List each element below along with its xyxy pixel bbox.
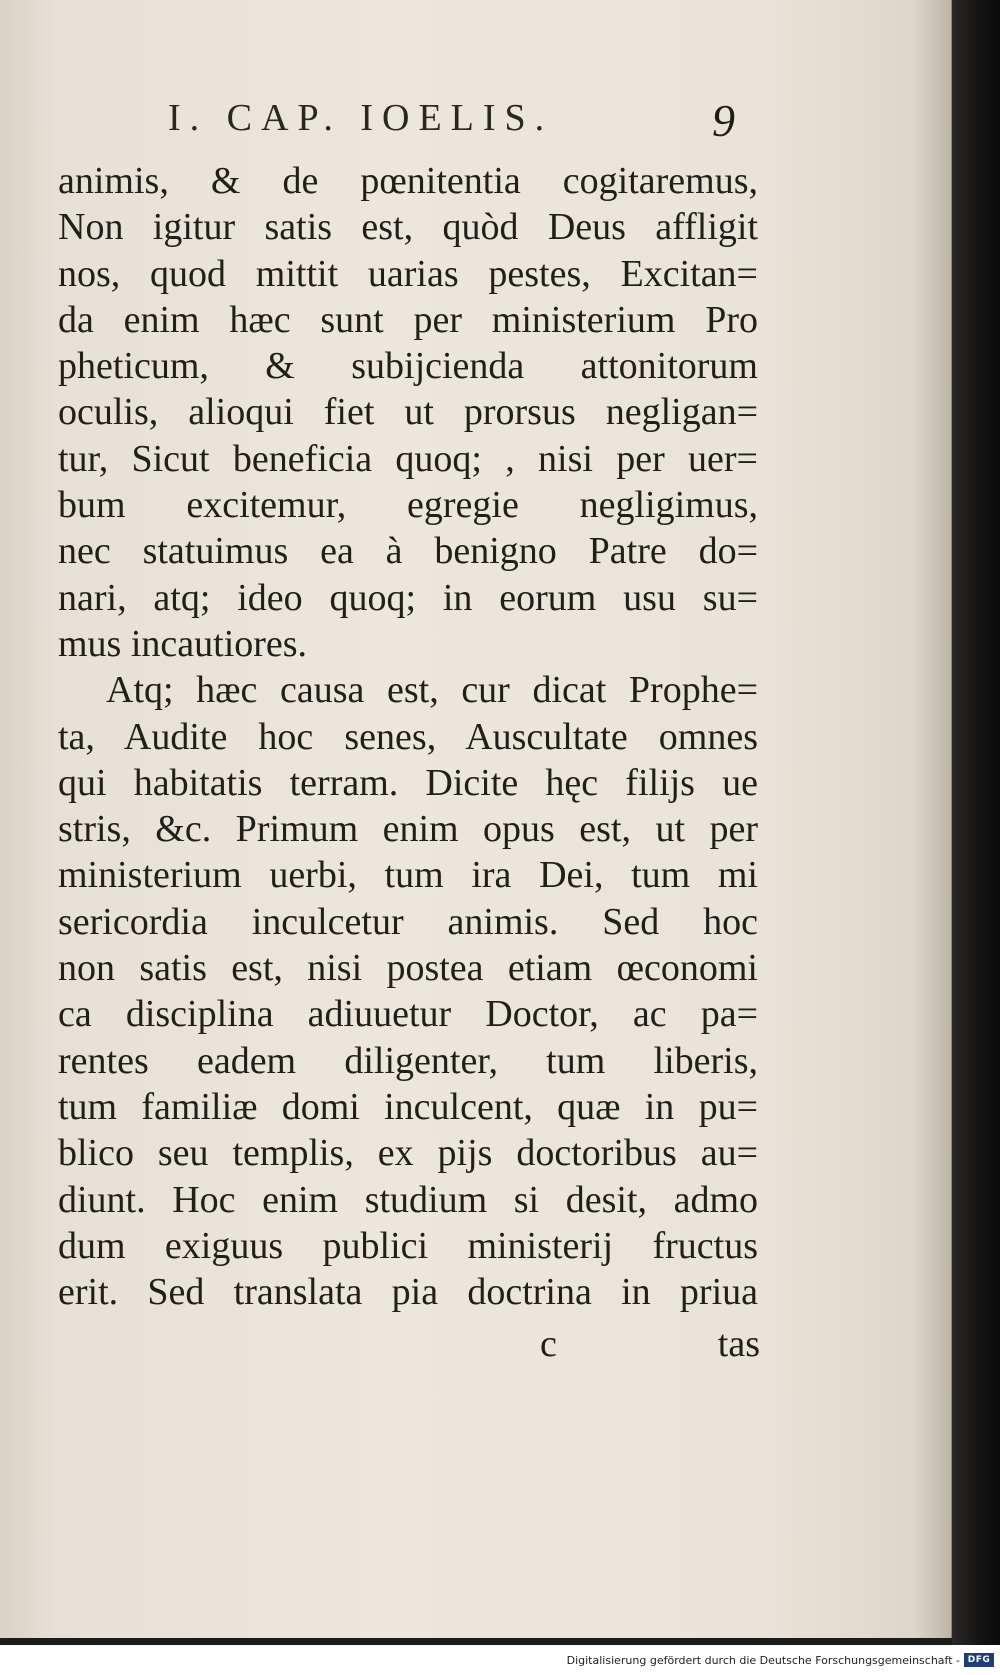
catchword: tas bbox=[717, 1323, 760, 1365]
text-line: nec statuimus ea à benigno Patre do= bbox=[58, 530, 758, 573]
text-line: blico seu templis, ex pijs doctoribus au= bbox=[58, 1132, 758, 1175]
text-line: rentes eadem diligenter, tum liberis, bbox=[58, 1039, 758, 1082]
text-line: ca disciplina adiuuetur Doctor, ac pa= bbox=[58, 993, 758, 1036]
text-line: stris, &c. Primum enim opus est, ut per bbox=[58, 808, 758, 851]
text-line: bum excitemur, egregie negligimus, bbox=[58, 484, 758, 527]
dfg-logo: DFG bbox=[964, 1653, 994, 1667]
text-line: diunt. Hoc enim studium si desit, admo bbox=[58, 1178, 758, 1221]
text-line: ta, Audite hoc senes, Auscultate omnes bbox=[58, 715, 758, 758]
text-line: sericordia inculcetur animis. Sed hoc bbox=[58, 900, 758, 943]
text-line: erit. Sed translata pia doctrina in priua bbox=[58, 1271, 758, 1314]
text-line: dum exiguus publici ministerij fructus bbox=[58, 1224, 758, 1267]
text-line: animis, & de pœnitentia cogitaremus, bbox=[58, 160, 758, 202]
body-text bbox=[58, 158, 758, 1315]
page-foot bbox=[540, 1322, 760, 1372]
text-line: tur, Sicut beneficia quoq; , nisi per uer= bbox=[58, 437, 758, 480]
text-line: mus incautiores. bbox=[58, 622, 308, 665]
text-line: pheticum, & subijcienda attonitorum bbox=[58, 345, 758, 388]
text-line: tum familiæ domi inculcent, quæ in pu= bbox=[58, 1085, 758, 1128]
text-line: non satis est, nisi postea etiam œconomi bbox=[58, 947, 758, 990]
text-line: nos, quod mittit uarias pestes, Excitan= bbox=[58, 252, 758, 295]
running-head: I. CAP. IOELIS. bbox=[168, 97, 554, 139]
text-line: qui habitatis terram. Dicite hęc filijs ue bbox=[58, 761, 758, 804]
paragraph-start-line: Atq; hæc causa est, cur dicat Prophe= bbox=[106, 669, 758, 712]
text-line: nari, atq; ideo quoq; in eorum usu su= bbox=[58, 576, 758, 619]
page-number: 9 bbox=[712, 95, 735, 146]
text-line: ministerium uerbi, tum ira Dei, tum mi bbox=[58, 854, 758, 897]
text-line: Non igitur satis est, quòd Deus affligit bbox=[58, 206, 758, 249]
credit-text: Digitalisierung gefördert durch die Deutsche Forschungsgemeinschaft - bbox=[566, 1654, 960, 1667]
text-line: da enim hæc sunt per ministerium Pro bbox=[58, 298, 758, 341]
page-edge-shadow bbox=[952, 0, 1000, 1645]
digitization-credit-bar bbox=[0, 1645, 1000, 1675]
signature-mark: c bbox=[540, 1323, 557, 1365]
text-line: oculis, alioqui fiet ut prorsus negligan= bbox=[58, 391, 758, 434]
